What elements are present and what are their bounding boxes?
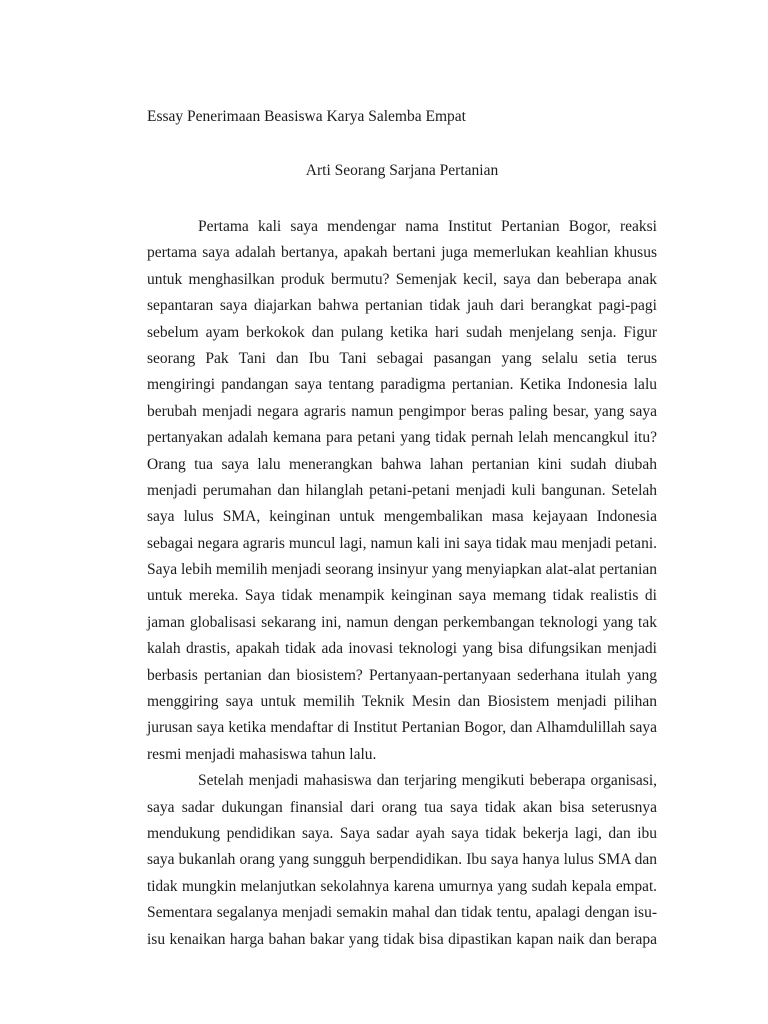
essay-body bbox=[147, 214, 657, 953]
paragraph-1 bbox=[147, 214, 657, 768]
text-line: saya lulus SMA, keinginan untuk mengembalikan masa kejayaan Indonesia bbox=[147, 508, 657, 526]
document-page bbox=[147, 0, 657, 1024]
text-line: menggiring saya untuk memilih Teknik Mesin dan Biosistem menjadi pilihan bbox=[147, 693, 657, 711]
text-line: pertama saya adalah bertanya, apakah bertani juga memerlukan keahlian khusus bbox=[147, 244, 657, 262]
text-line: sepantaran saya diajarkan bahwa pertanian tidak jauh dari berangkat pagi-pagi bbox=[147, 297, 657, 315]
text-line: jurusan saya ketika mendaftar di Institut Pertanian Bogor, dan Alhamdulillah saya bbox=[147, 719, 657, 737]
text-line: saya sadar dukungan finansial dari orang tua saya tidak akan bisa seterusnya bbox=[147, 798, 657, 816]
text-line: resmi menjadi mahasiswa tahun lalu. bbox=[147, 745, 377, 763]
text-line: kalah drastis, apakah tidak ada inovasi teknologi yang bisa difungsikan menjadi bbox=[147, 640, 657, 658]
text-line: saya bukanlah orang yang sungguh berpendidikan. Ibu saya hanya lulus SMA dan bbox=[147, 851, 657, 869]
text-line: mendukung pendidikan saya. Saya sadar ayah saya tidak bekerja lagi, dan ibu bbox=[147, 824, 657, 842]
text-line: Setelah menjadi mahasiswa dan terjaring mengikuti beberapa organisasi, bbox=[198, 772, 657, 790]
text-line: mengiringi pandangan saya tentang paradigma pertanian. Ketika Indonesia lalu bbox=[147, 376, 657, 394]
text-line: isu kenaikan harga bahan bakar yang tidak bisa dipastikan kapan naik dan berapa bbox=[147, 930, 657, 948]
document-heading: Essay Penerimaan Beasiswa Karya Salemba Empat bbox=[147, 108, 466, 125]
text-line: untuk mereka. Saya tidak menampik keinginan saya memang tidak realistis di bbox=[147, 587, 657, 605]
text-line: Sementara segalanya menjadi semakin mahal dan tidak tentu, apalagi dengan isu- bbox=[147, 904, 657, 922]
text-line: sebelum ayam berkokok dan pulang ketika hari sudah menjelang senja. Figur bbox=[147, 323, 657, 341]
text-line: pertanyakan adalah kemana para petani yang tidak pernah lelah mencangkul itu? bbox=[147, 429, 657, 447]
text-line: jaman globalisasi sekarang ini, namun dengan perkembangan teknologi yang tak bbox=[147, 613, 657, 631]
text-line: tidak mungkin melanjutkan sekolahnya karena umurnya yang sudah kepala empat. bbox=[147, 877, 657, 895]
essay-title: Arti Seorang Sarjana Pertanian bbox=[305, 162, 499, 179]
text-line: berubah menjadi negara agraris namun pengimpor beras paling besar, yang saya bbox=[147, 402, 657, 420]
paragraph-2 bbox=[147, 768, 657, 953]
text-line: Orang tua saya lalu menerangkan bahwa lahan pertanian kini sudah diubah bbox=[147, 455, 657, 473]
text-line: Pertama kali saya mendengar nama Institut Pertanian Bogor, reaksi bbox=[198, 218, 657, 235]
text-line: untuk menghasilkan produk bermutu? Semenjak kecil, saya dan beberapa anak bbox=[147, 270, 657, 288]
text-line: Saya lebih memilih menjadi seorang insinyur yang menyiapkan alat-alat pertanian bbox=[147, 561, 658, 579]
text-line: seorang Pak Tani dan Ibu Tani sebagai pasangan yang selalu setia terus bbox=[147, 349, 657, 367]
text-line: sebagai negara agraris muncul lagi, namun kali ini saya tidak mau menjadi petani. bbox=[147, 534, 657, 552]
text-line: berbasis pertanian dan biosistem? Pertanyaan-pertanyaan sederhana itulah yang bbox=[147, 666, 657, 684]
text-line: menjadi perumahan dan hilanglah petani-petani menjadi kuli bangunan. Setelah bbox=[147, 481, 657, 499]
